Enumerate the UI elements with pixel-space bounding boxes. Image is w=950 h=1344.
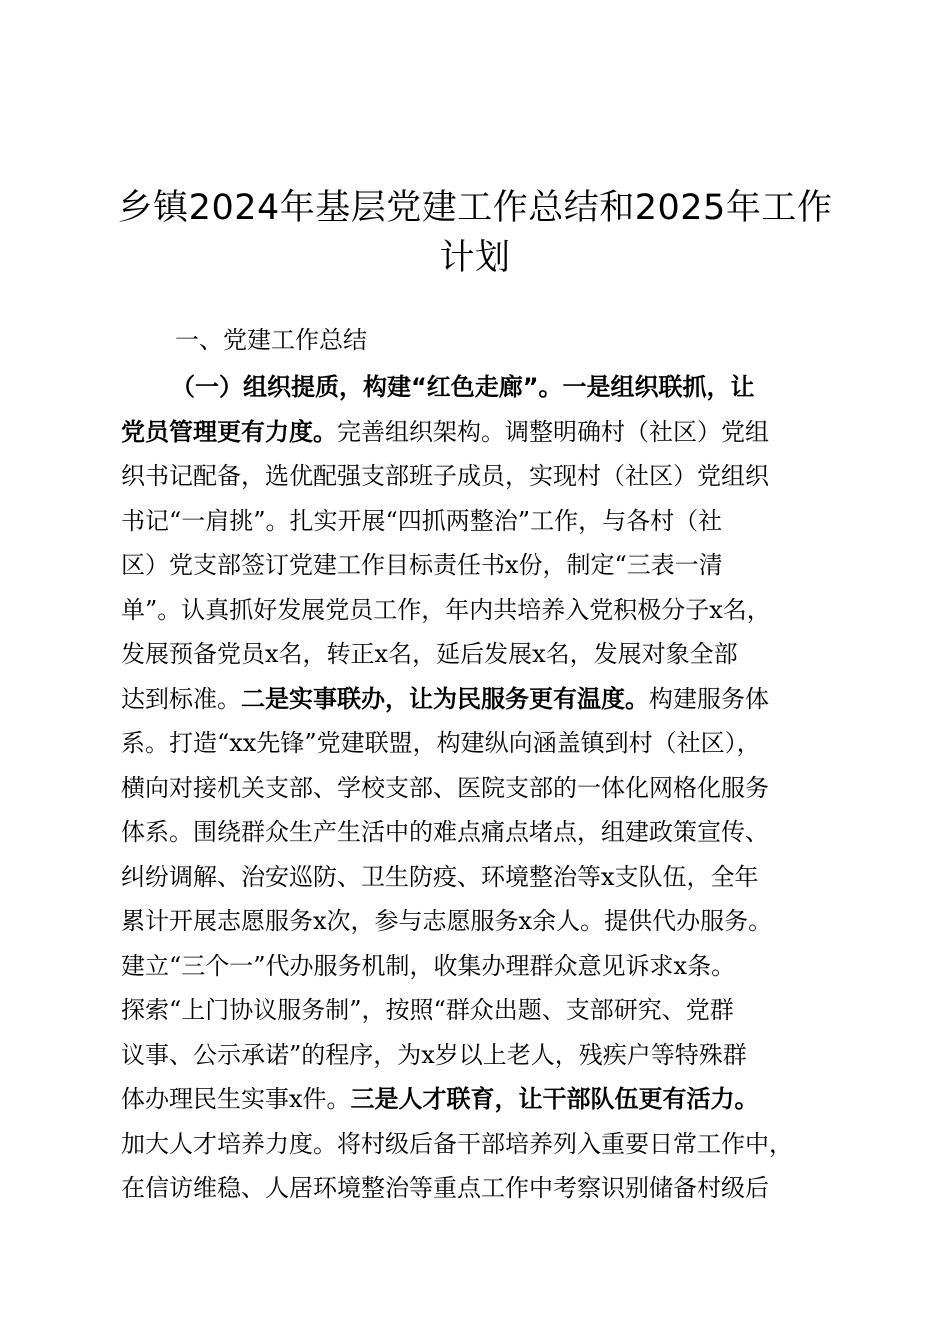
body-text-run: 单”。认真抓好发展党员工作，年内共培养入党积极分子x名， — [121, 595, 771, 624]
body-text-run: 在信访维稳、人居环境整治等重点工作中考察识别储备村级后 — [121, 1174, 769, 1202]
body-text-run: 探索“上门协议服务制”，按照“群众出题、支部研究、党群 — [121, 996, 734, 1024]
paragraph-line — [121, 454, 836, 499]
paragraph-line — [121, 810, 836, 855]
paragraph-line — [121, 944, 836, 989]
paragraph-line — [121, 1122, 836, 1167]
paragraph-line — [121, 899, 836, 944]
body-text-run: 完善组织架构。调整明确村（社区）党组 — [337, 417, 769, 446]
body-text-run: 议事、公示承诺”的程序，为x岁以上老人，残疾户等特殊群 — [121, 1040, 747, 1069]
document-title — [100, 183, 850, 283]
paragraph-line — [121, 588, 836, 633]
bold-text: （一）组织提质，构建“红色走廊”。一是组织联抓，让 — [171, 373, 755, 401]
paragraph-line — [121, 1077, 836, 1122]
body-text-run: 达到标准。 — [121, 684, 241, 713]
body-text-run: 纠纷调解、治安巡防、卫生防疫、环境整治等x支队伍，全年 — [121, 862, 759, 891]
title-line-1: 乡镇2024年基层党建工作总结和2025年工作 — [117, 188, 833, 228]
body-text-run: 系。打造“xx先锋”党建联盟，构建纵向涵盖镇到村（社区）， — [121, 729, 761, 757]
body-text-run: 织书记配备，选优配强支部班子成员，实现村（社区）党组织 — [121, 462, 769, 490]
title-line-2: 计划 — [439, 238, 511, 278]
bold-text: 三是人才联育，让干部队伍更有活力。 — [350, 1085, 759, 1113]
body-text-run: 构建服务体 — [649, 684, 769, 713]
paragraph-line — [121, 766, 836, 811]
body-text-run: 体系。围绕群众生产生活中的难点痛点堵点，组建政策宣传、 — [121, 818, 769, 846]
paragraph-line — [121, 988, 836, 1033]
paragraph-line — [121, 721, 836, 766]
paragraph-line — [121, 1166, 836, 1211]
paragraph-line — [121, 632, 836, 677]
paragraph-line — [121, 855, 836, 900]
body-text-run: 横向对接机关支部、学校支部、医院支部的一体化网格化服务 — [121, 773, 769, 802]
body-text-run: 体办理民生实事x件。 — [121, 1085, 351, 1113]
paragraph-line — [121, 677, 836, 722]
bold-text: 二是实事联办，让为民服务更有温度。 — [241, 684, 649, 713]
body-text-run: 发展预备党员x名，转正x名，延后发展x名，发展对象全部 — [121, 640, 738, 668]
body-text-run: 书记“一肩挑”。扎实开展“四抓两整治”工作，与各村（社 — [121, 506, 723, 535]
paragraph-line — [121, 543, 836, 588]
body-text-run: 区）党支部签订党建工作目标责任书x份，制定“三表一清 — [121, 551, 723, 579]
paragraph-line — [121, 410, 836, 455]
section-heading: 一、党建工作总结 — [175, 326, 367, 354]
paragraph-line — [121, 1033, 836, 1078]
paragraph-line — [121, 499, 836, 544]
body-text — [121, 365, 836, 1211]
body-text-run: 加大人才培养力度。将村级后备干部培养列入重要日常工作中， — [121, 1129, 793, 1158]
body-text-run: 累计开展志愿服务x次，参与志愿服务x余人。提供代办服务。 — [121, 907, 773, 935]
paragraph-line — [121, 365, 836, 410]
bold-text: 党员管理更有力度。 — [121, 417, 337, 446]
body-text-run: 建立“三个一”代办服务机制，收集办理群众意见诉求x条。 — [121, 951, 736, 980]
